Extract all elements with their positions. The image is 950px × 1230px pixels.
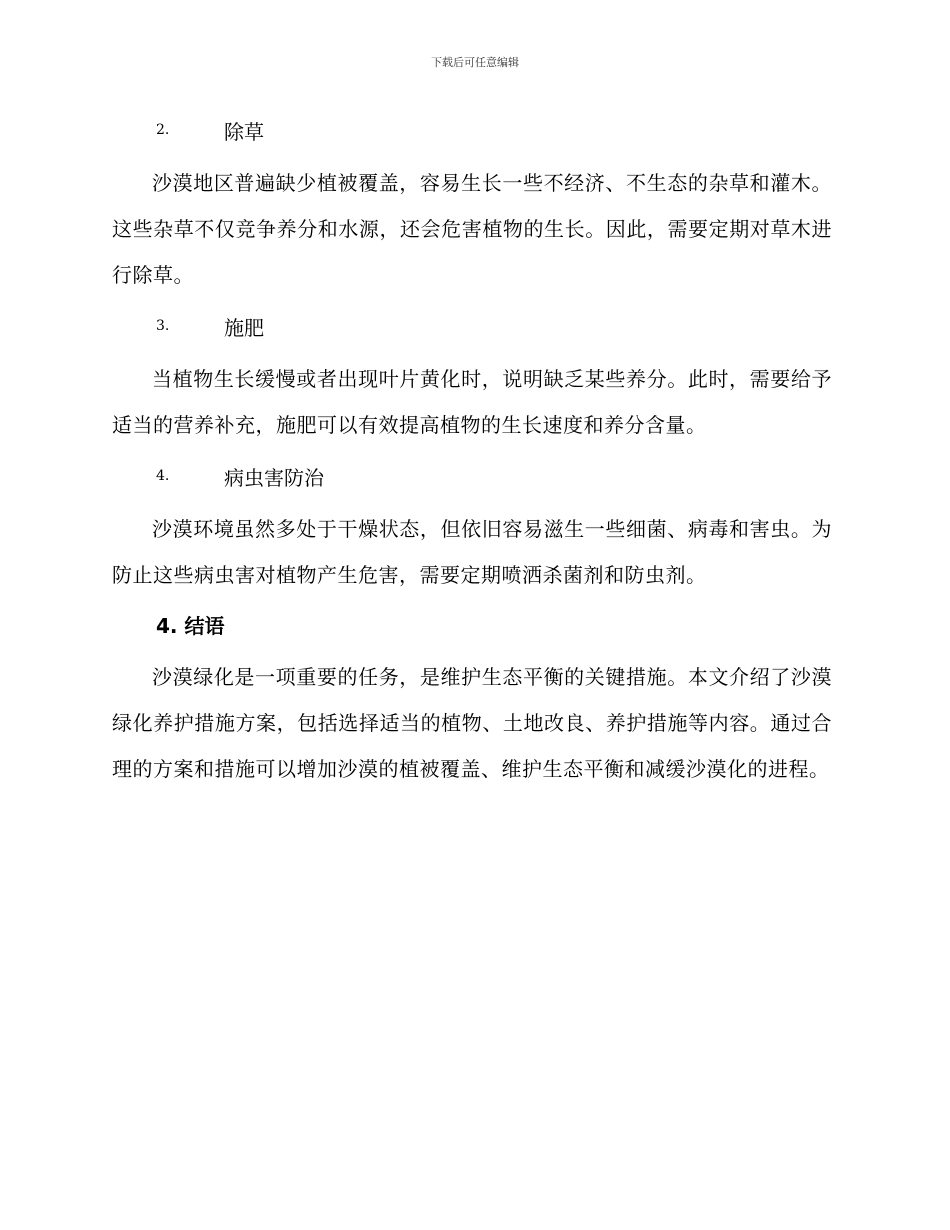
item-paragraph-pest-control: 沙漠环境虽然多处于干燥状态，但依旧容易滋生一些细菌、病毒和害虫。为防止这些病虫害对植物产生危害，需要定期喷洒杀菌剂和防虫剂。 [112, 517, 832, 587]
item-number: 2. [156, 122, 170, 138]
item-title: 施肥 [224, 315, 264, 340]
item-heading-weeding [112, 112, 832, 148]
conclusion-paragraph: 沙漠绿化是一项重要的任务，是维护生态平衡的关键措施。本文介绍了沙漠绿化养护措施方案，包括选择适当的植物、土地改良、养护措施等内容。通过合理的方案和措施可以增加沙漠的植被覆盖、维护生态平衡和减缓沙漠化的进程。 [112, 665, 832, 781]
document-content [112, 112, 832, 802]
item-paragraph-weeding: 沙漠地区普遍缺少植被覆盖，容易生长一些不经济、不生态的杂草和灌木。这些杂草不仅竞争养分和水源，还会危害植物的生长。因此，需要定期对草木进行除草。 [112, 171, 832, 287]
item-paragraph-fertilizing: 当植物生长缓慢或者出现叶片黄化时，说明缺乏某些养分。此时，需要给予适当的营养补充，施肥可以有效提高植物的生长速度和养分含量。 [112, 367, 832, 437]
section-heading-conclusion: 4. 结语 [156, 614, 225, 638]
item-title: 病虫害防治 [224, 465, 324, 490]
item-number: 3. [156, 318, 170, 334]
item-heading-pest-control [112, 458, 832, 494]
item-title: 除草 [224, 119, 264, 144]
item-number: 4. [156, 468, 170, 484]
header-note: 下载后可任意编辑 [431, 56, 519, 69]
item-heading-fertilizing [112, 308, 832, 344]
